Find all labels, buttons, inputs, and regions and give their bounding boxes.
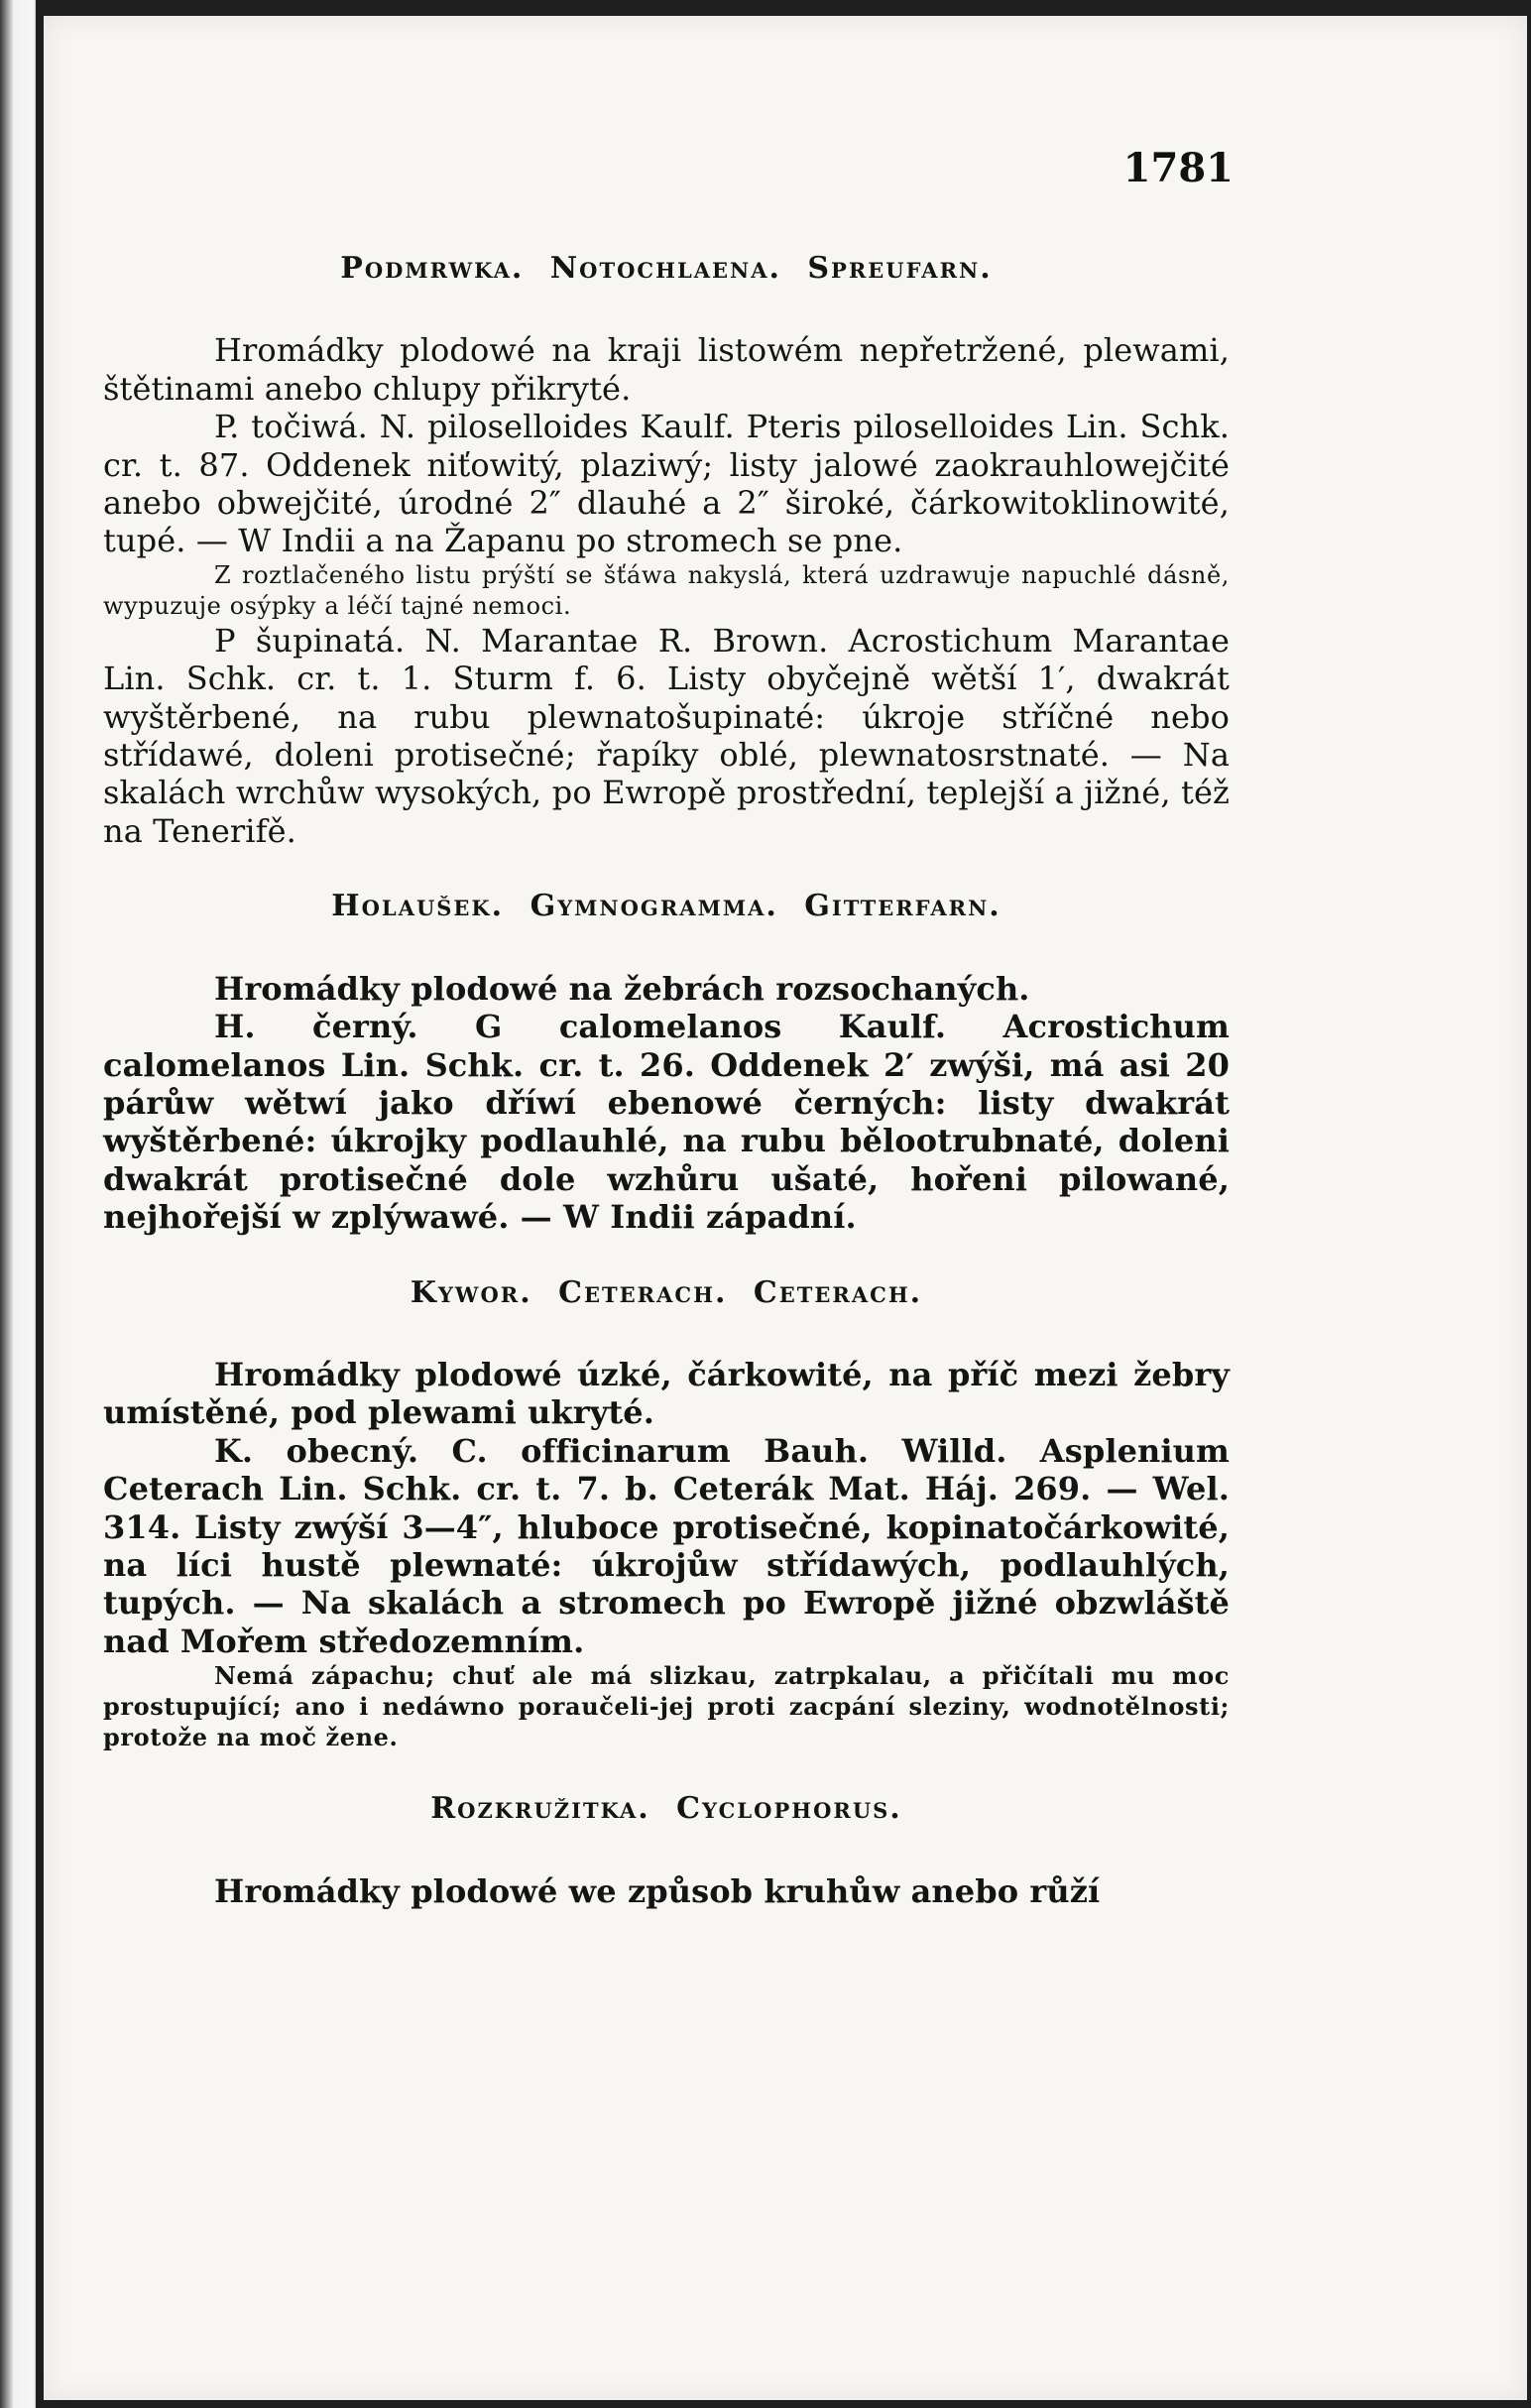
section-heading-rozkruzitka: Rozkružitka. Cyclophorus. <box>430 1791 902 1827</box>
book-page <box>44 16 1527 2400</box>
note-text: Z roztlačeného listu prýští se šťáwa nakyslá, která uzdrawuje napuchlé dásně, wypuzuje osýpky a léčí tajné nemoci. <box>103 560 1230 620</box>
adjacent-page-edge <box>0 0 36 2408</box>
note-text: Nemá zápachu; chuť ale má slizkau, zatrpkalau, a přičítali mu moc prostupující; ano i nedáwno poraučeli-jej proti zacpání sleziny, wodnotělnosti; protože na moč žene. <box>103 1661 1230 1752</box>
paragraph: Hromádky plodowé úzké, čárkowité, na příč mezi žebry umístěné, pod plewami ukryté. <box>103 1355 1230 1432</box>
paragraph: Hromádky plodowé na žebrách rozsochaných. <box>214 969 1030 1008</box>
paragraph: P šupinatá. N. Marantae R. Brown. Acrostichum Marantae Lin. Schk. cr. t. 1. Sturm f. 6. Listy obyčejně wětší 1′, dwakrát wyštěrbené, na rubu plewnatošupinaté: úkroje stříčné nebo střídawé, doleni protisečné; řapíky oblé, plewnatosrstnaté. — Na skalách wrchůw wysokých, po Ewropě prostřední, teplejší a jižné, též na Tenerifě. <box>103 621 1230 850</box>
paragraph: P. točiwá. N. piloselloides Kaulf. Pteris piloselloides Lin. Schk. cr. t. 87. Oddenek niťowitý, plaziwý; listy jalowé zaokrauhlowejčité anebo obwejčité, úrodné 2″ dlauhé a 2″ široké, čárkowitoklinowité, tupé. — W Indii a na Žapanu po stromech se pne. <box>103 408 1230 560</box>
page-number: 1781 <box>1122 145 1234 191</box>
paragraph: Hromádky plodowé na kraji listowém nepřetržené, plewami, štětinami anebo chlupy přikryté. <box>103 331 1230 408</box>
section-heading-holausek: Holaušek. Gymnogramma. Gitterfarn. <box>331 889 1001 924</box>
section-heading-podmrwka: Podmrwka. Notochlaena. Spreufarn. <box>340 251 993 286</box>
paragraph: H. černý. G calomelanos Kaulf. Acrostichum calomelanos Lin. Schk. cr. t. 26. Oddenek 2′ zwýši, má asi 20 párůw wětwí jako dříwí ebenowé černých: listy dwakrát wyštěrbené: úkrojky podlauhlé, na rubu bělootrubnaté, doleni dwakrát protisečné dole wzhůru ušaté, hořeni pilowané, nejhořejší w zplýwawé. — W Indii západní. <box>103 1008 1230 1237</box>
page-content <box>103 143 1230 1910</box>
paragraph: Hromádky plodowé we způsob kruhůw anebo růží <box>214 1871 1101 1910</box>
paragraph: K. obecný. C. officinarum Bauh. Willd. Asplenium Ceterach Lin. Schk. cr. t. 7. b. Ceterák Mat. Háj. 269. — Wel. 314. Listy zwýší 3—4″, hluboce protisečné, kopinatočárkowité, na líci hustě plewnaté: úkrojůw střídawých, podlauhlých, tupých. — Na skalách a stromech po Ewropě jižné obzwláště nad Mořem středozemním. <box>103 1431 1230 1660</box>
section-heading-kywor: Kywor. Ceterach. Ceterach. <box>410 1274 923 1310</box>
